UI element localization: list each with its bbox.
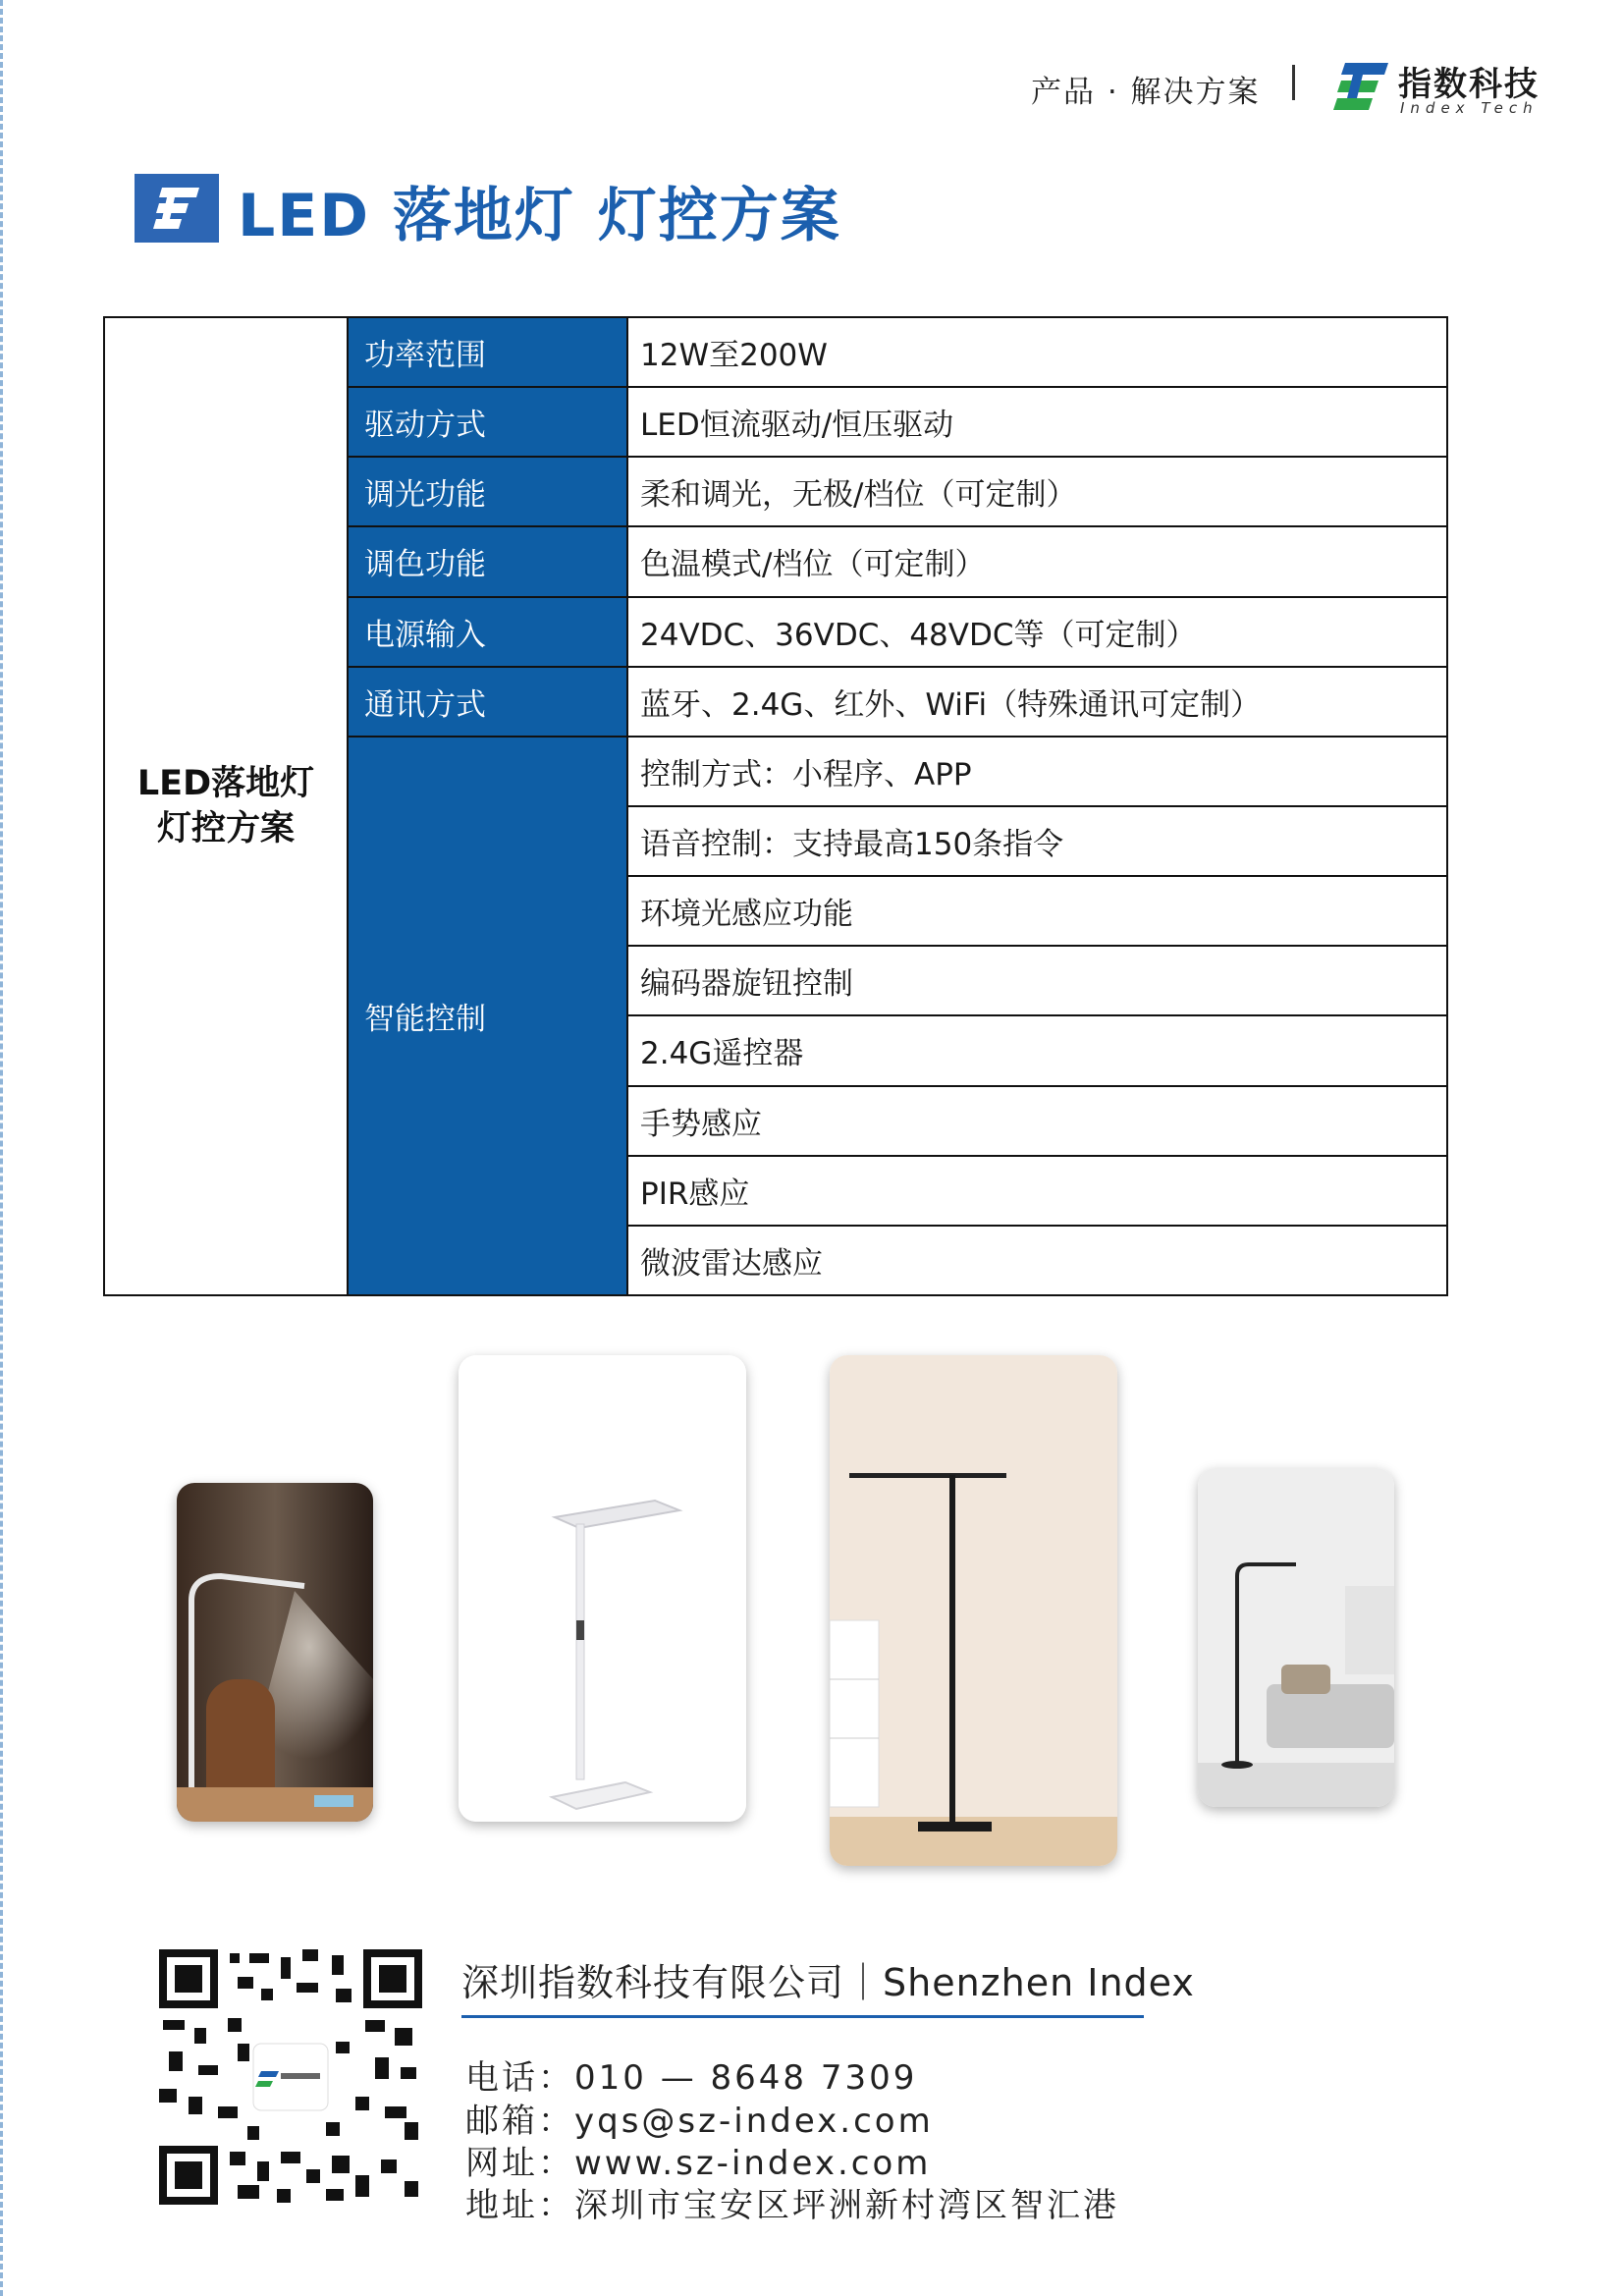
category-cell: 电源输入: [348, 597, 627, 667]
value-cell: 手势感应: [627, 1086, 1447, 1156]
value-cell: 微波雷达感应: [627, 1226, 1447, 1295]
value-cell: LED恒流驱动/恒压驱动: [627, 387, 1447, 457]
value-cell: 编码器旋钮控制: [627, 946, 1447, 1015]
main-label-line1: LED落地灯: [136, 764, 315, 803]
logo-text-cn: 指数科技: [1398, 65, 1540, 104]
company-divider: [461, 2015, 1144, 2018]
contact-phone: 电话：010 — 8648 7309: [465, 2058, 918, 2098]
company-logo-icon: [1333, 61, 1390, 112]
header-nav-text[interactable]: 产品 · 解决方案: [1031, 75, 1261, 110]
company-name: 深圳指数科技有限公司｜Shenzhen Index: [461, 1961, 1195, 2004]
value-cell: 蓝牙、2.4G、红外、WiFi（特殊通讯可定制）: [627, 667, 1447, 737]
value-cell: 环境光感应功能: [627, 876, 1447, 946]
value-cell: 24VDC、36VDC、48VDC等（可定制）: [627, 597, 1447, 667]
contact-email[interactable]: 邮箱：yqs@sz-index.com: [465, 2102, 934, 2141]
table-main-label: [104, 317, 348, 1295]
header-separator: [1292, 65, 1295, 100]
contact-website[interactable]: 网址：www.sz-index.com: [465, 2144, 932, 2183]
spec-table: [103, 316, 1448, 1296]
page-left-dashed-rule: [0, 0, 3, 2296]
value-cell: 控制方式：小程序、APP: [627, 737, 1447, 806]
table-row: [104, 317, 1447, 387]
main-label-line2: 灯控方案: [156, 809, 295, 848]
value-cell: 12W至200W: [627, 317, 1447, 387]
value-cell: 2.4G遥控器: [627, 1015, 1447, 1085]
category-cell: 功率范围: [348, 317, 627, 387]
contact-address: 地址：深圳市宝安区坪洲新村湾区智汇港: [465, 2186, 1119, 2225]
value-cell: 柔和调光，无极/档位（可定制）: [627, 457, 1447, 526]
qr-code-icon: [159, 1949, 422, 2205]
product-photo-1: [177, 1483, 373, 1822]
value-cell: 语音控制：支持最高150条指令: [627, 806, 1447, 876]
value-cell: PIR感应: [627, 1156, 1447, 1226]
category-cell-smart-control: 智能控制: [348, 737, 627, 1295]
title-logo-icon: [135, 174, 219, 243]
category-cell: 驱动方式: [348, 387, 627, 457]
product-photo-3: [830, 1355, 1117, 1866]
logo-text-en: Index Tech: [1400, 99, 1539, 117]
product-photo-4: [1198, 1468, 1394, 1807]
category-cell: 通讯方式: [348, 667, 627, 737]
category-cell: 调光功能: [348, 457, 627, 526]
product-photo-2: [459, 1355, 746, 1822]
category-cell: 调色功能: [348, 526, 627, 596]
value-cell: 色温模式/档位（可定制）: [627, 526, 1447, 596]
page-title: LED 落地灯 灯控方案: [238, 182, 841, 250]
